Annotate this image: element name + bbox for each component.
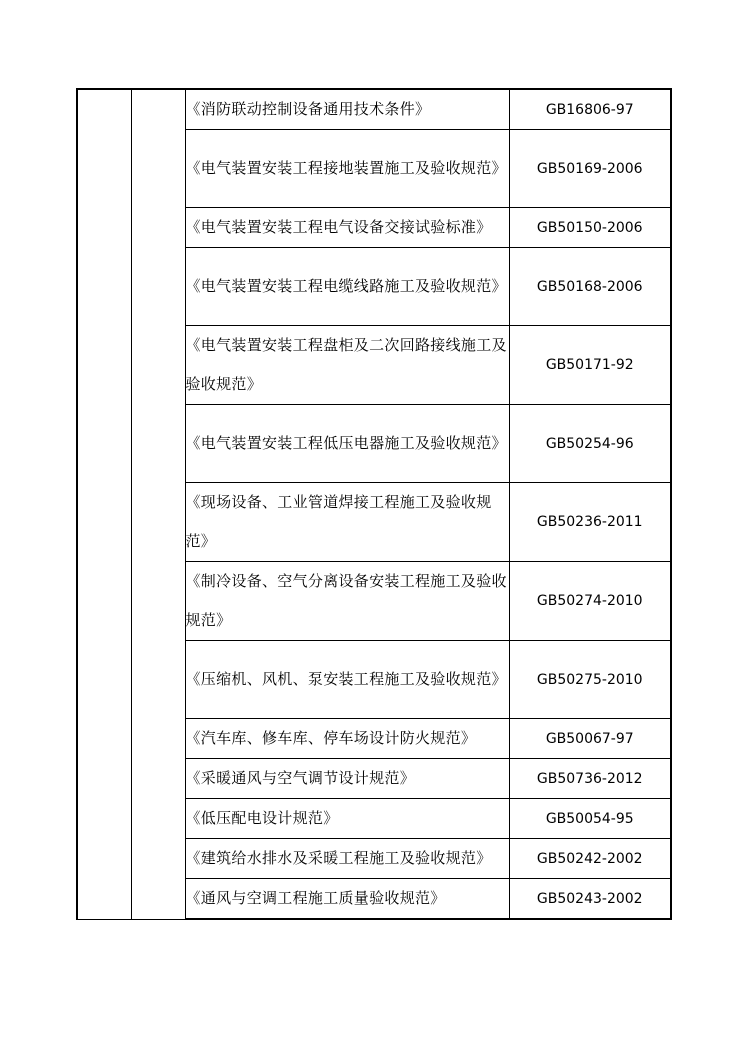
standard-name-cell: 《压缩机、风机、泵安装工程施工及验收规范》 xyxy=(185,641,509,719)
standard-code-cell: GB50243-2002 xyxy=(509,879,671,920)
standards-table-body xyxy=(77,89,671,919)
standard-code-cell: GB50171-92 xyxy=(509,326,671,405)
standard-name-cell: 《低压配电设计规范》 xyxy=(185,799,509,839)
standard-name-cell: 《消防联动控制设备通用技术条件》 xyxy=(185,89,509,130)
merged-category-cell xyxy=(77,89,131,919)
standard-code-cell: GB50067-97 xyxy=(509,719,671,759)
standards-table xyxy=(76,88,672,920)
standard-code-cell: GB50242-2002 xyxy=(509,839,671,879)
standard-name-cell: 《电气装置安装工程盘柜及二次回路接线施工及验收规范》 xyxy=(185,326,509,405)
standard-name-cell: 《现场设备、工业管道焊接工程施工及验收规范》 xyxy=(185,483,509,562)
table-row xyxy=(77,89,671,130)
standard-name-cell: 《制冷设备、空气分离设备安装工程施工及验收规范》 xyxy=(185,562,509,641)
merged-subcategory-cell xyxy=(131,89,185,919)
standard-name-cell: 《通风与空调工程施工质量验收规范》 xyxy=(185,879,509,920)
standard-code-cell: GB50168-2006 xyxy=(509,248,671,326)
standard-code-cell: GB50275-2010 xyxy=(509,641,671,719)
standard-code-cell: GB50274-2010 xyxy=(509,562,671,641)
standard-name-cell: 《电气装置安装工程电缆线路施工及验收规范》 xyxy=(185,248,509,326)
standard-name-cell: 《建筑给水排水及采暖工程施工及验收规范》 xyxy=(185,839,509,879)
standard-code-cell: GB50150-2006 xyxy=(509,208,671,248)
standard-name-cell: 《汽车库、修车库、停车场设计防火规范》 xyxy=(185,719,509,759)
standard-code-cell: GB16806-97 xyxy=(509,89,671,130)
standard-name-cell: 《采暖通风与空气调节设计规范》 xyxy=(185,759,509,799)
standard-code-cell: GB50169-2006 xyxy=(509,130,671,208)
standard-code-cell: GB50736-2012 xyxy=(509,759,671,799)
standard-name-cell: 《电气装置安装工程电气设备交接试验标准》 xyxy=(185,208,509,248)
standard-code-cell: GB50254-96 xyxy=(509,405,671,483)
standard-name-cell: 《电气装置安装工程低压电器施工及验收规范》 xyxy=(185,405,509,483)
standard-name-cell: 《电气装置安装工程接地装置施工及验收规范》 xyxy=(185,130,509,208)
standard-code-cell: GB50054-95 xyxy=(509,799,671,839)
standard-code-cell: GB50236-2011 xyxy=(509,483,671,562)
